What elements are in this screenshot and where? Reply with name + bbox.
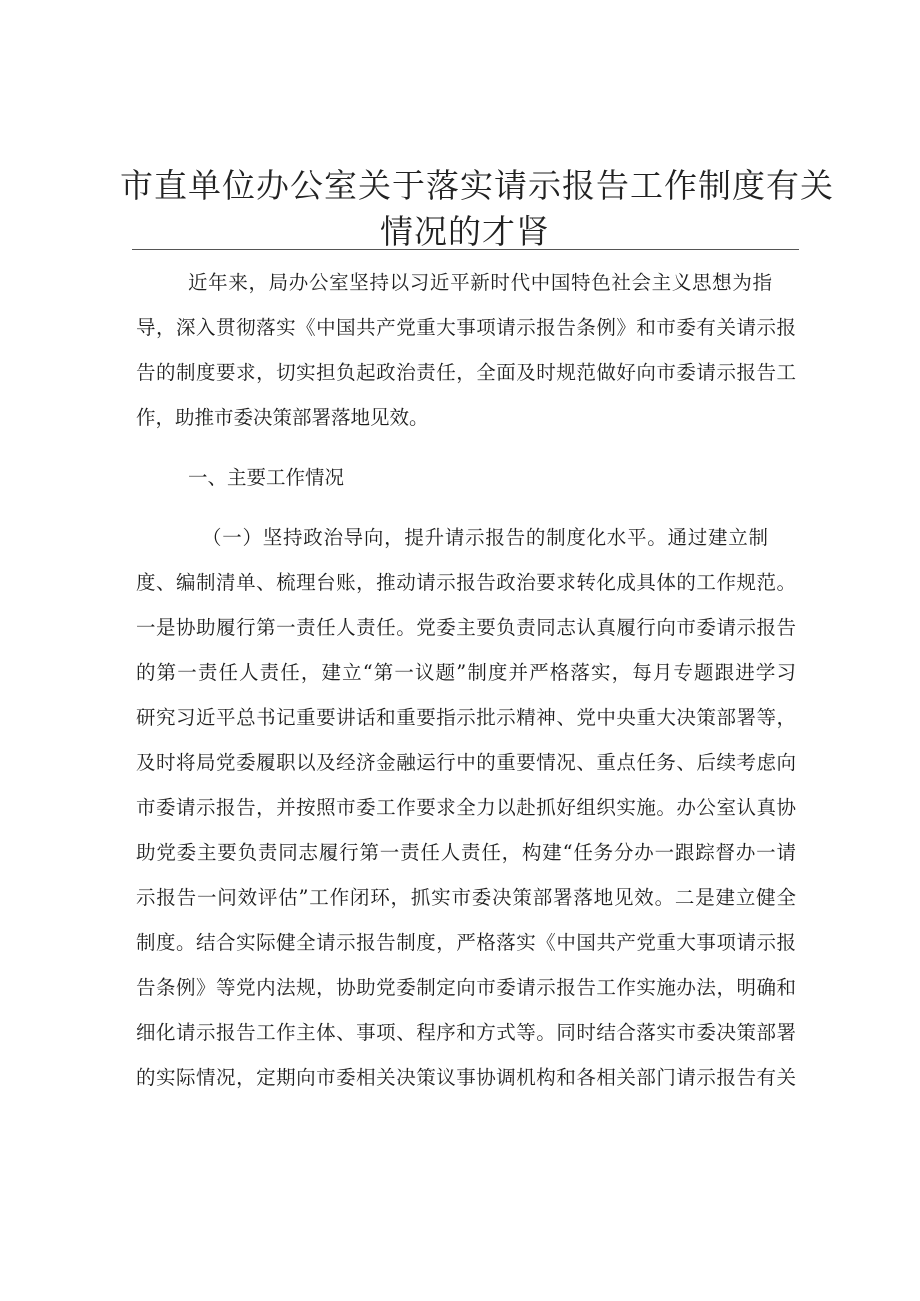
subsection-heading-line: （一）坚持政治导向，提升请示报告的制度化水平。通过建立制	[202, 526, 768, 549]
body-line: 示报告一问效评估”工作闭环，抓实市委决策部署落地见效。二是建立健全	[136, 886, 796, 909]
title-divider	[132, 249, 799, 250]
body-line: 导，深入贯彻落实《中国共产党重大事项请示报告条例》和市委有关请示报	[136, 316, 796, 339]
section-heading: 一、主要工作情况	[188, 466, 345, 489]
body-line: 度、编制清单、梳理台账，推动请示报告政治要求转化成具体的工作规范。	[136, 571, 796, 594]
body-line: 的实际情况，定期向市委相关决策议事协调机构和各相关部门请示报告有关	[136, 1066, 796, 1089]
document-title-line-1: 市直单位办公室关于落实请示报告工作制度有关	[120, 166, 834, 205]
body-line: 细化请示报告工作主体、事项、程序和方式等。同时结合落实市委决策部署	[136, 1021, 796, 1044]
body-line: 告的制度要求，切实担负起政治责任，全面及时规范做好向市委请示报告工	[136, 361, 796, 384]
document-title-line-2: 情况的才肾	[380, 212, 550, 251]
body-line: 告条例》等党内法规，协助党委制定向市委请示报告工作实施办法，明确和	[136, 976, 796, 999]
body-line: 的第一责任人责任，建立“第一议题”制度并严格落实，每月专题跟进学习	[136, 661, 796, 684]
body-line: 研究习近平总书记重要讲话和重要指示批示精神、党中央重大决策部署等，	[136, 706, 796, 729]
body-line: 制度。结合实际健全请示报告制度，严格落实《中国共产党重大事项请示报	[136, 931, 796, 954]
body-line: 市委请示报告，并按照市委工作要求全力以赴抓好组织实施。办公室认真协	[136, 796, 796, 819]
body-line: 作，助推市委决策部署落地见效。	[136, 406, 429, 429]
body-line: 一是协助履行第一责任人责任。党委主要负责同志认真履行向市委请示报告	[136, 616, 796, 639]
body-line: 近年来，局办公室坚持以习近平新时代中国特色社会主义思想为指	[188, 271, 772, 294]
body-line: 助党委主要负责同志履行第一责任人责任，构建“任务分办一跟踪督办一请	[136, 841, 796, 864]
body-line: 及时将局党委履职以及经济金融运行中的重要情况、重点任务、后续考虑向	[136, 751, 796, 774]
